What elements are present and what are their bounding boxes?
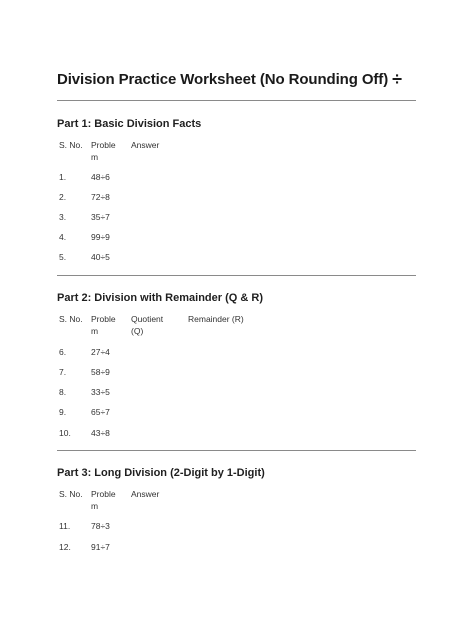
part1-row-problem: 72÷8	[91, 192, 110, 202]
part3-header-problem: Problem	[91, 489, 116, 511]
part3-row-problem: 78÷3	[91, 521, 110, 531]
part2-row-problem: 33÷5	[91, 387, 110, 397]
part2-title: Part 2: Division with Remainder (Q & R)	[57, 292, 263, 304]
part1-row-sno: 2.	[59, 192, 67, 202]
part1-header-problem: Problem	[91, 140, 116, 162]
part3-row-sno: 11.	[59, 521, 71, 531]
part2-row-problem: 27÷4	[91, 347, 110, 357]
part2-header-problem: Problem	[91, 314, 116, 336]
part1-divider	[57, 275, 416, 276]
part3-header-answer: Answer	[131, 489, 160, 499]
page-title	[57, 69, 402, 90]
part1-header-answer: Answer	[131, 140, 160, 150]
part2-header-quotient: Quotient (Q)	[131, 314, 164, 336]
part1-row-sno: 3.	[59, 212, 67, 222]
part2-header-remainder: Remainder (R)	[188, 314, 244, 324]
part1-header-sno: S. No.	[59, 140, 83, 150]
part2-row-sno: 7.	[59, 367, 67, 377]
part1-row-sno: 4.	[59, 232, 67, 242]
part2-row-sno: 8.	[59, 387, 67, 397]
part3-row-problem: 91÷7	[91, 542, 110, 552]
part1-row-problem: 48÷6	[91, 172, 110, 182]
part1-row-problem: 35÷7	[91, 212, 110, 222]
part2-row-problem: 43÷8	[91, 428, 110, 438]
part2-row-problem: 65÷7	[91, 407, 110, 417]
part1-row-sno: 5.	[59, 252, 67, 262]
part1-row-problem: 99÷9	[91, 232, 110, 242]
part2-row-sno: 6.	[59, 347, 67, 357]
part2-row-sno: 9.	[59, 407, 67, 417]
part2-header-sno: S. No.	[59, 314, 83, 324]
division-sign-icon: ÷	[392, 69, 402, 89]
title-divider	[57, 100, 416, 101]
page-title-text: Division Practice Worksheet (No Rounding Off)	[57, 71, 389, 88]
part2-row-problem: 58÷9	[91, 367, 110, 377]
part3-header-sno: S. No.	[59, 489, 83, 499]
part2-divider	[57, 450, 416, 451]
part2-row-sno: 10.	[59, 428, 71, 438]
part3-row-sno: 12.	[59, 542, 71, 552]
part1-row-sno: 1.	[59, 172, 67, 182]
part1-row-problem: 40÷5	[91, 252, 110, 262]
part1-title: Part 1: Basic Division Facts	[57, 118, 202, 130]
part3-title: Part 3: Long Division (2-Digit by 1-Digit)	[57, 467, 265, 479]
